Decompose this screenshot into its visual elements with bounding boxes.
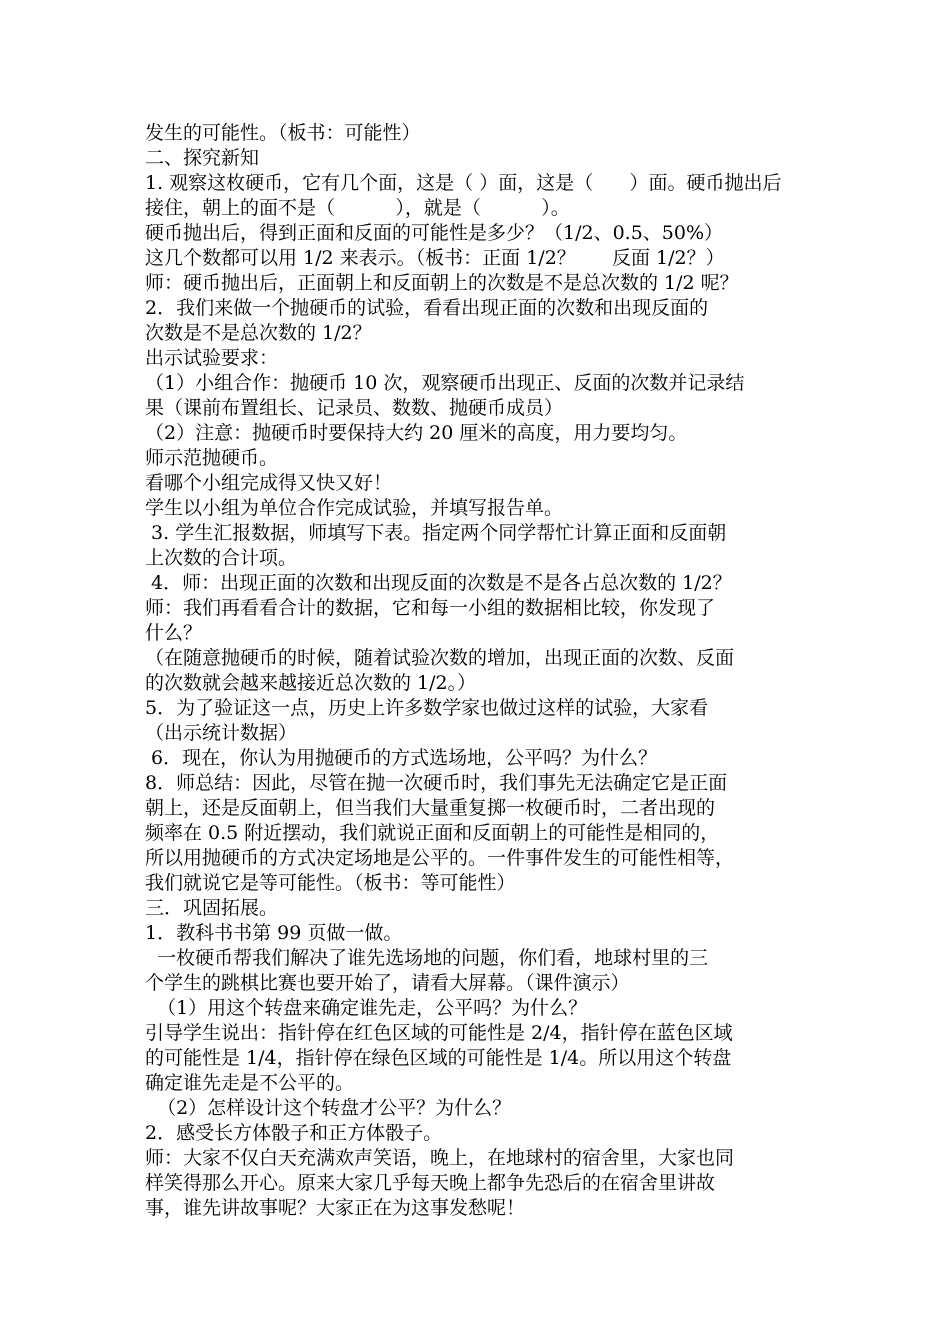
text-line: 1．教科书书第 99 页做一做。 xyxy=(145,922,403,944)
text-line: 师：我们再看看合计的数据，它和每一小组的数据相比较，你发现了 xyxy=(145,597,716,619)
text-line: 硬币抛出后，得到正面和反面的可能性是多少？（1/2、0.5、50%） xyxy=(145,222,724,244)
text-line: 出示试验要求： xyxy=(145,347,279,369)
text-line: 引导学生说出：指针停在红色区域的可能性是 2/4，指针停在蓝色区域 xyxy=(145,1022,733,1044)
text-line: 的次数就会越来越接近总次数的 1/2。） xyxy=(145,672,477,694)
text-line: （2）怎样设计这个转盘才公平？为什么？ xyxy=(145,1097,512,1119)
text-line: 所以用抛硬币的方式决定场地是公平的。一件事件发生的可能性相等， xyxy=(145,847,735,869)
text-line: 2．我们来做一个抛硬币的试验，看看出现正面的次数和出现反面的 xyxy=(145,297,709,319)
text-line: （2）注意：抛硬币时要保持大约 20 厘米的高度，用力要均匀。 xyxy=(145,422,688,444)
text-line: 这几个数都可以用 1/2 来表示。（板书：正面 1/2？ 反面 1/2？） xyxy=(145,247,725,269)
text-line: 学生以小组为单位合作完成试验，并填写报告单。 xyxy=(145,497,564,519)
text-line: （在随意抛硬币的时候，随着试验次数的增加，出现正面的次数、反面 xyxy=(145,647,735,669)
text-line: 我们就说它是等可能性。（板书：等可能性） xyxy=(145,872,516,894)
text-line: 看哪个小组完成得又快又好！ xyxy=(145,472,393,494)
text-line: 朝上，还是反面朝上，但当我们大量重复掷一枚硬币时，二者出现的 xyxy=(145,797,716,819)
text-line: 8．师总结：因此，尽管在抛一次硬币时，我们事先无法确定它是正面 xyxy=(145,772,728,794)
text-line: 2．感受长方体骰子和正方体骰子。 xyxy=(145,1122,443,1144)
text-line: 确定谁先走是不公平的。 xyxy=(145,1072,355,1094)
text-line: 发生的可能性。（板书：可能性） xyxy=(145,122,421,144)
text-line: （1）小组合作：抛硬币 10 次，观察硬币出现正、反面的次数并记录结 xyxy=(145,372,745,394)
text-line: 三．巩固拓展。 xyxy=(145,897,279,919)
text-line: 1. 观察这枚硬币，它有几个面，这是（ ）面，这是（ ）面。硬币抛出后 xyxy=(145,172,782,194)
text-line: 样笑得那么开心。原来大家几乎每天晚上都争先恐后的在宿舍里讲故 xyxy=(145,1172,716,1194)
text-line: 个学生的跳棋比赛也要开始了，请看大屏幕。（课件演示） xyxy=(145,972,630,994)
text-line: （出示统计数据） xyxy=(145,722,298,744)
text-line: （1）用这个转盘来确定谁先走，公平吗？为什么？ xyxy=(145,997,588,1019)
text-line: 上次数的合计项。 xyxy=(145,547,298,569)
text-line: 次数是不是总次数的 1/2？ xyxy=(145,322,372,344)
text-line: 频率在 0.5 附近摆动，我们就说正面和反面朝上的可能性是相同的， xyxy=(145,822,720,844)
text-line: 师：硬币抛出后，正面朝上和反面朝上的次数是不是总次数的 1/2 呢？ xyxy=(145,272,739,294)
text-line: 接住，朝上的面不是（ ），就是（ ）。 xyxy=(145,197,570,219)
text-line: 二、探究新知 xyxy=(145,147,260,169)
text-line: 一枚硬币帮我们解决了谁先选场地的问题，你们看，地球村里的三 xyxy=(145,947,709,969)
text-line: 6．现在，你认为用抛硬币的方式选场地，公平吗？为什么？ xyxy=(145,747,658,769)
text-line: 的可能性是 1/4，指针停在绿色区域的可能性是 1/4。所以用这个转盘 xyxy=(145,1047,732,1069)
text-line: 果（课前布置组长、记录员、数数、抛硬币成员） xyxy=(145,397,564,419)
text-line: 师：大家不仅白天充满欢声笑语，晚上，在地球村的宿舍里，大家也同 xyxy=(145,1147,735,1169)
text-line: 师示范抛硬币。 xyxy=(145,447,279,469)
document-page xyxy=(145,121,825,1221)
text-line: 什么？ xyxy=(145,622,203,644)
text-line: 3. 学生汇报数据，师填写下表。指定两个同学帮忙计算正面和反面朝 xyxy=(145,522,727,544)
text-line: 5．为了验证这一点，历史上许多数学家也做过这样的试验，大家看 xyxy=(145,697,709,719)
text-line: 4．师：出现正面的次数和出现反面的次数是不是各占总次数的 1/2？ xyxy=(145,572,732,594)
text-line: 事，谁先讲故事呢？大家正在为这事发愁呢！ xyxy=(145,1197,526,1219)
